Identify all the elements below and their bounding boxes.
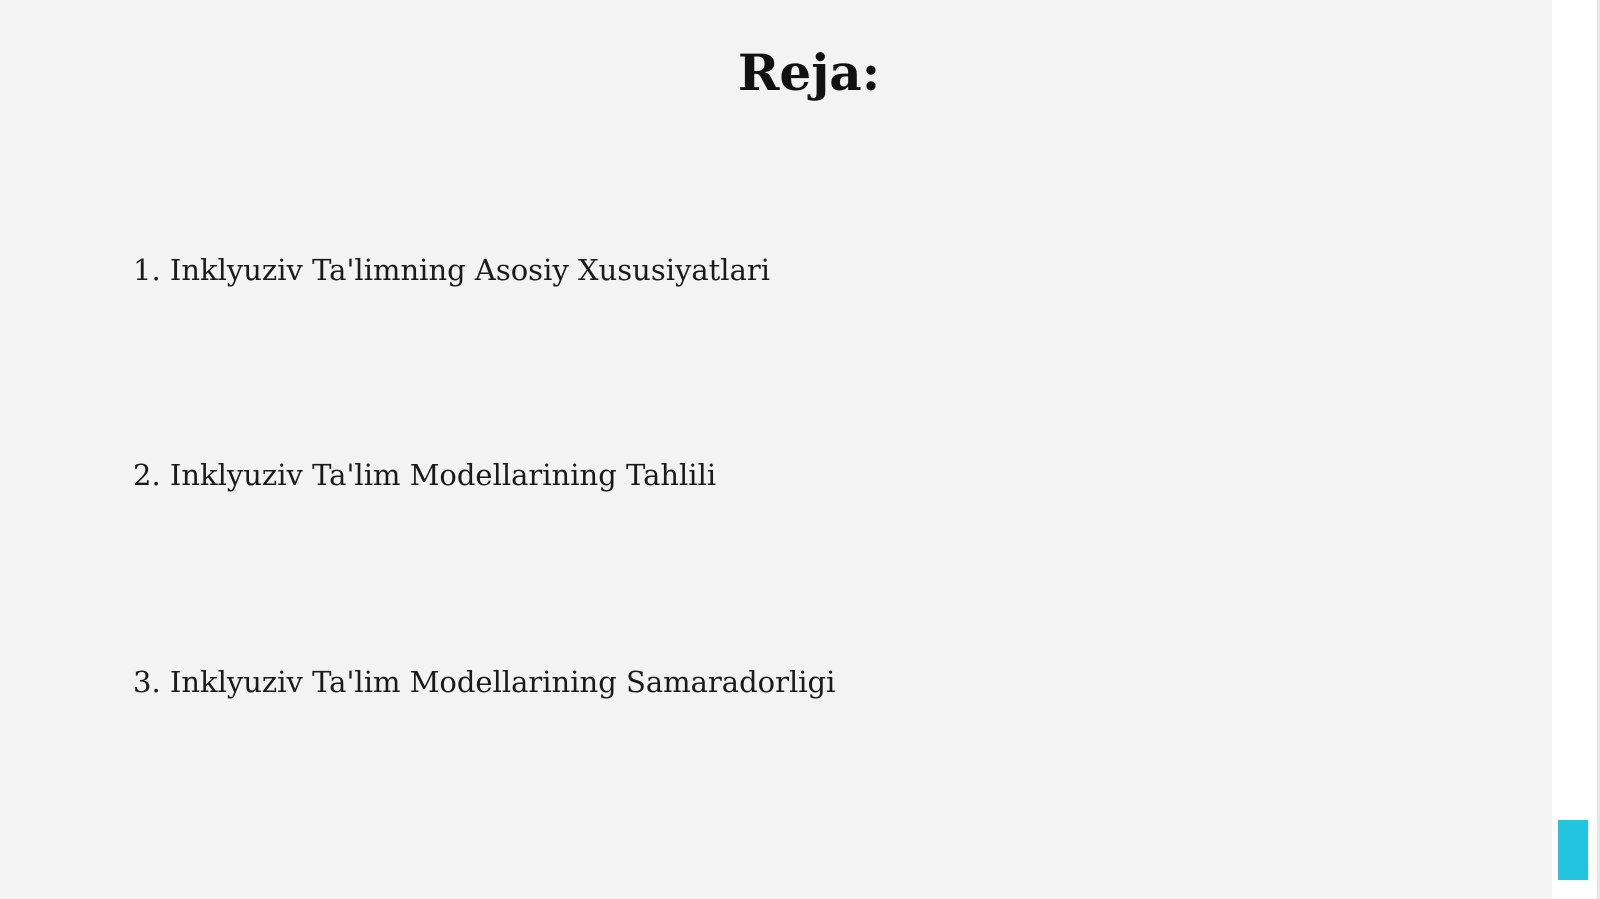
plan-item-3: 3. Inklyuziv Ta'lim Modellarining Samaradorligi — [133, 665, 836, 699]
plan-item-2: 2. Inklyuziv Ta'lim Modellarining Tahlili — [133, 458, 717, 492]
accent-tab[interactable] — [1558, 820, 1588, 880]
slide-title: Reja: — [737, 43, 881, 102]
plan-item-1: 1. Inklyuziv Ta'limning Asosiy Xususiyatlari — [133, 253, 771, 287]
side-panel — [1552, 0, 1600, 899]
